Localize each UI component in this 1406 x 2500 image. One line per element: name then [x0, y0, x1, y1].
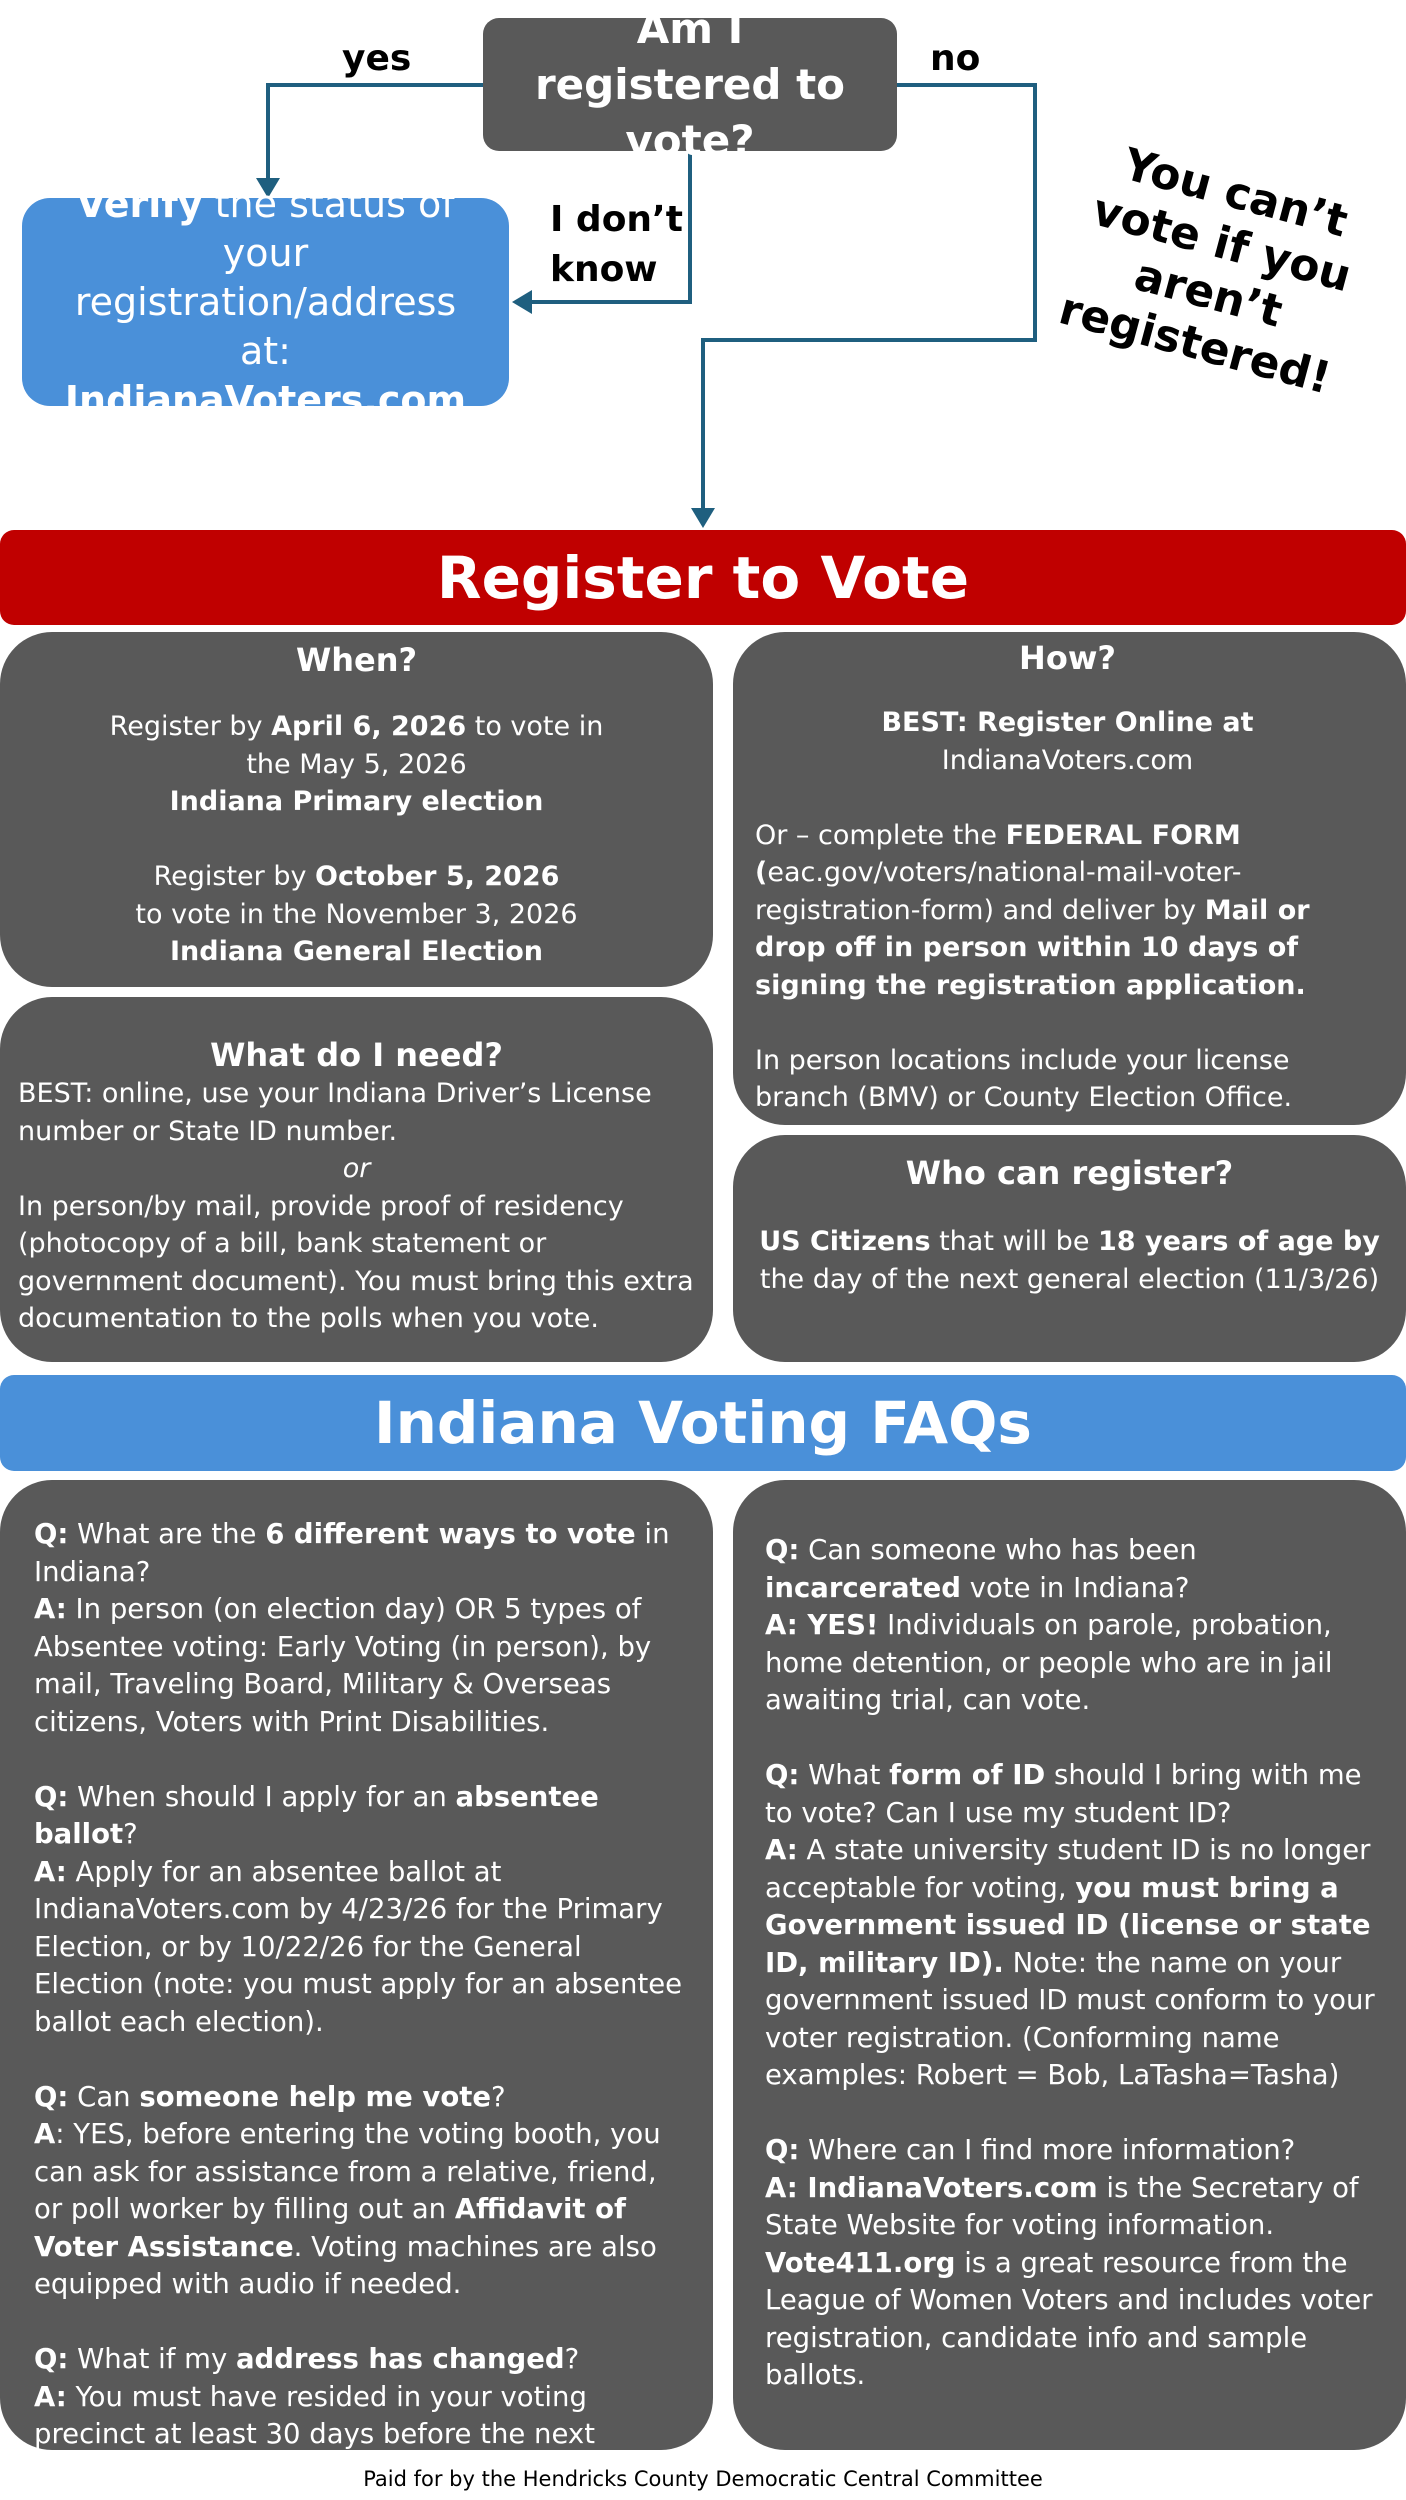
faq-l-q4-text: What if my: [68, 2343, 236, 2375]
faq-l-a3-end: . Voting machines are also equipped with audio if needed.: [34, 2230, 657, 2300]
faq-l-q2-end: ?: [123, 1818, 138, 1850]
faq-l-a3-text: : YES, before entering the voting booth, you can ask for assistance from a relative, friend, or poll worker by filling out an: [34, 2118, 661, 2225]
faq-l-a3-label: A: [34, 2118, 56, 2150]
yes-arrow-line: [268, 85, 483, 180]
when-general-election: Indiana General Election: [169, 936, 544, 967]
faq-left-card: [0, 1480, 713, 2488]
how-inperson: In person locations include your license branch (BMV) or County Election Office.: [755, 1044, 1293, 1113]
faq-r-a1-text: Individuals on parole, probation, home detention, or people who are in jail awaiting trial, can vote.: [765, 1609, 1333, 1716]
register-banner-title: Register to Vote: [436, 543, 970, 612]
who-b: that will be: [930, 1226, 1099, 1257]
how-best-site: IndianaVoters.com: [941, 744, 1194, 776]
faq-l-q2-text: When should I apply for an: [68, 1780, 456, 1813]
need-card: [0, 997, 713, 1362]
verify-text: the status of your registration/address at:: [74, 181, 457, 373]
faq-l-a1-text: In person (on election day) OR 5 types of Absentee voting: Early Voting (in person), by mail, Traveling Board, Military & Overseas citizens, Voters with Print Disabilities.: [34, 1593, 652, 1738]
need-inperson: In person/by mail, provide proof of residency (photocopy of a bill, bank statement or government document). You must bring this extra documentation to the polls when you vote.: [18, 1190, 694, 1334]
faq-r-a3-end: is a great resource from the League of Women Voters and includes voter registration, candidate info and sample ballots.: [765, 2246, 1373, 2391]
faq-l-a2-label: A:: [34, 1855, 67, 1888]
faq-right-card: [733, 1480, 1406, 2450]
yes-label: yes: [342, 38, 412, 79]
who-d: the day of the next general election (11/3/26): [759, 1263, 1380, 1295]
faq-r-a3-label: A: IndianaVoters.com: [765, 2171, 1098, 2204]
faq-r-a3-text: is the Secretary of State Website for voting information.: [765, 2171, 1359, 2241]
how-best-strong: BEST: Register Online at: [881, 707, 1254, 738]
faq-r-a2-text: A state university student ID is no longer acceptable for voting,: [765, 1834, 1371, 1904]
when-card: [0, 632, 713, 987]
when-general-date: October 5, 2026: [315, 861, 560, 892]
faq-banner: [0, 1375, 1406, 1471]
faq-l-a3-strong: Affidavit of Voter Assistance: [34, 2193, 626, 2263]
need-title: What do I need?: [210, 1036, 503, 1074]
faq-l-q2-strong: absentee ballot: [34, 1780, 599, 1850]
when-general-a: Register by: [153, 861, 316, 892]
faq-l-q4-label: Q:: [34, 2343, 69, 2375]
faq-r-q2-strong: form of ID: [889, 1759, 1046, 1791]
faq-r-q1-end: vote in Indiana?: [960, 1571, 1190, 1604]
no-label: no: [930, 38, 981, 79]
faq-l-q3-label: Q:: [34, 2080, 69, 2113]
faq-r-a2-strong: you must bring a Government issued ID (license or state ID, military ID).: [765, 1871, 1371, 1979]
how-federal-form: FEDERAL FORM: [1005, 819, 1241, 851]
how-deliver: Mail or drop off in person within 10 days of signing the registration application.: [755, 894, 1310, 1001]
faq-banner-title: Indiana Voting FAQs: [374, 1389, 1032, 1457]
faq-l-a4-text: You must have resided in your voting precinct at least 30 days before the next election to vote.: [34, 2380, 595, 2488]
need-best: BEST: online, use your Indiana Driver’s License number or State ID number.: [18, 1078, 652, 1147]
verify-box: [22, 181, 509, 422]
faq-r-a3-strong: Vote411.org: [765, 2246, 956, 2279]
how-or-a: Or – complete the: [755, 819, 1006, 851]
faq-l-q4-end: ?: [564, 2343, 580, 2375]
when-primary-election: Indiana Primary election: [169, 786, 544, 817]
faq-r-q2-end: should I bring with me to vote? Can I use my student ID?: [765, 1759, 1362, 1829]
when-primary-date: April 6, 2026: [271, 711, 467, 742]
faq-l-q4-strong: address has changed: [235, 2343, 565, 2375]
faq-r-q1-strong: incarcerated: [765, 1571, 961, 1604]
faq-l-q2-label: Q:: [34, 1780, 69, 1813]
who-citizens: US Citizens: [759, 1226, 931, 1257]
paid-for-by-footer: Paid for by the Hendricks County Democratic Central Committee: [363, 2467, 1043, 2491]
faq-l-q3-text: Can: [68, 2080, 140, 2113]
faq-r-q3-text: Where can I find more information?: [799, 2134, 1296, 2166]
not-registered-warning: You can’t vote if you aren’t registered!: [1053, 138, 1357, 405]
how-eac-link: eac.gov/voters/national-mail-voter-registration-form) and deliver by: [755, 857, 1242, 926]
dont-know-arrowhead: [512, 290, 532, 314]
verify-strong: Verify: [76, 181, 203, 226]
faq-r-a1-label: A: YES!: [765, 1609, 879, 1641]
when-title: When?: [295, 641, 418, 679]
faq-l-q3-end: ?: [491, 2080, 506, 2113]
who-age: 18 years of age by: [1098, 1226, 1380, 1257]
faq-l-q1-label: Q:: [34, 1518, 69, 1550]
how-paren: (: [755, 857, 768, 888]
who-card: [733, 1135, 1406, 1362]
registered-question-box: [483, 3, 897, 165]
when-primary-a: Register by: [109, 711, 272, 742]
register-banner: [0, 530, 1406, 625]
faq-l-a2-text: Apply for an absentee ballot at IndianaVoters.com by 4/23/26 for the Primary Election, or by 10/22/26 for the General Election (note: you must apply for an absentee ballot each election).: [34, 1855, 683, 2038]
how-card: [733, 632, 1406, 1125]
faq-l-q3-strong: someone help me vote: [139, 2080, 492, 2113]
faq-r-q2-text: What: [799, 1759, 890, 1791]
faq-l-a1-label: A:: [34, 1593, 67, 1625]
when-general-c: to vote in the November 3, 2026: [135, 898, 578, 930]
faq-r-q2-label: Q:: [765, 1759, 800, 1791]
when-primary-c: to vote in the May 5, 2026: [246, 711, 604, 780]
faq-r-a2-label: A:: [765, 1834, 798, 1866]
faq-l-q1-end: in Indiana?: [34, 1518, 670, 1588]
faq-l-q1-strong: 6 different ways to vote: [265, 1518, 636, 1550]
who-title: Who can register?: [905, 1154, 1234, 1192]
faq-r-q1-text: Can someone who has been: [799, 1534, 1197, 1566]
need-or: or: [342, 1153, 371, 1184]
no-arrowhead: [691, 508, 715, 528]
registered-question: Am I registered to vote?: [534, 3, 846, 165]
verify-site-link[interactable]: IndianaVoters.com: [64, 377, 467, 422]
faq-l-a4-label: A:: [34, 2380, 67, 2413]
faq-r-a2-end: Note: the name on your government issued ID must conform to your voter registration. (Conforming name examples: Robert = Bob, LaTasha=Tasha): [765, 1946, 1375, 2091]
faq-r-q1-label: Q:: [765, 1534, 800, 1566]
how-title: How?: [1019, 639, 1116, 677]
dont-know-label: I don’t know: [550, 199, 683, 290]
faq-r-q3-label: Q:: [765, 2134, 800, 2166]
faq-l-q1-text: What are the: [68, 1518, 266, 1550]
